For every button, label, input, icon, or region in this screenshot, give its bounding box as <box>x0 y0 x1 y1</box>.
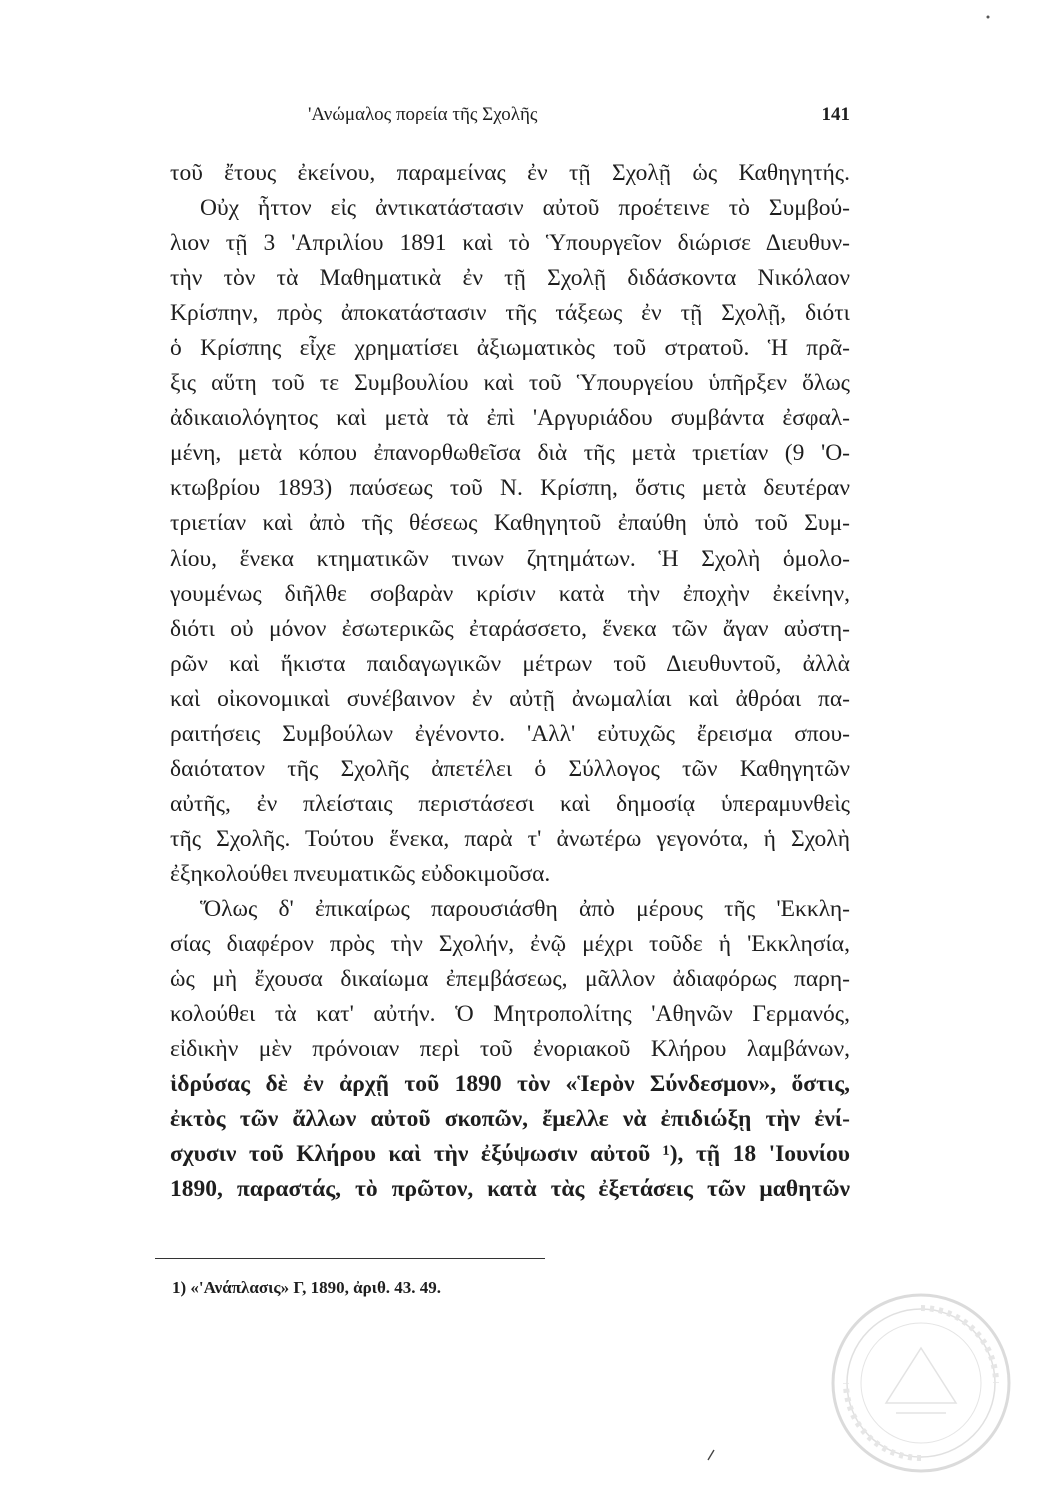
page-number: 141 <box>821 104 850 125</box>
text-line: λίου, ἕνεκα κτηματικῶν τινων ζητημάτων. Ἡ Σχολὴ ὁμολο- <box>170 545 850 572</box>
text-line: καὶ οἰκονομικαὶ συνέβαινον ἐν αὐτῇ ἀνωμαλίαι καὶ ἀθρόαι πα- <box>170 685 850 712</box>
text-line: 1890, παραστάς, τὸ πρῶτον, κατὰ τὰς ἐξετάσεις τῶν μαθητῶν <box>170 1176 850 1203</box>
footnote-divider <box>155 1258 545 1259</box>
text-line: κτωβρίου 1893) παύσεως τοῦ Ν. Κρίσπη, ὅστις μετὰ δευτέραν <box>170 475 850 502</box>
text-line: ἱδρύσας δὲ ἐν ἀρχῇ τοῦ 1890 τὸν «Ἱερὸν Σύνδεσμον», ὅστις, <box>170 1071 850 1098</box>
footnote: 1) «'Ανάπλασις» Γ, 1890, ἀριθ. 43. 49. <box>172 1278 442 1297</box>
university-seal-stamp-icon <box>826 1288 1016 1478</box>
text-line: ραιτήσεις Συμβούλων ἐγένοντο. 'Αλλ' εὐτυχῶς ἔρεισμα σπου- <box>170 720 850 747</box>
text-line: Ὅλως δ' ἐπικαίρως παρουσιάσθη ἀπὸ μέρους τῆς 'Εκκλη- <box>200 895 850 922</box>
text-line: Κρίσπην, πρὸς ἀποκατάστασιν τῆς τάξεως ἐν τῇ Σχολῇ, διότι <box>170 300 850 327</box>
text-line: τὴν τὸν τὰ Μαθηματικὰ ἐν τῇ Σχολῇ διδάσκοντα Νικόλαον <box>170 265 850 292</box>
text-line: τοῦ ἔτους ἐκείνου, παραμείνας ἐν τῇ Σχολῇ ὡς Καθηγητής. <box>170 160 850 186</box>
scan-speck <box>985 14 991 20</box>
text-line: δαιότατον τῆς Σχολῆς ἀπετέλει ὁ Σύλλογος τῶν Καθηγητῶν <box>170 755 850 782</box>
body-text <box>170 156 850 1207</box>
text-line: σχυσιν τοῦ Κλήρου καὶ τὴν ἐξύψωσιν αὐτοῦ ¹), τῇ 18 'Ιουνίου <box>170 1141 850 1168</box>
text-line: γουμένως διῆλθε σοβαρὰν κρίσιν κατὰ τὴν ἐποχὴν ἐκείνην, <box>170 580 850 607</box>
text-line: τριετίαν καὶ ἀπὸ τῆς θέσεως Καθηγητοῦ ἐπαύθη ὑπὸ τοῦ Συμ- <box>170 510 850 537</box>
text-line: διότι οὐ μόνον ἐσωτερικῶς ἐταράσσετο, ἕνεκα τῶν ἄγαν αὐστη- <box>170 615 850 642</box>
page-header <box>170 104 850 138</box>
text-line: σίας διαφέρον πρὸς τὴν Σχολήν, ἐνῷ μέχρι τοῦδε ἡ 'Εκκλησία, <box>170 931 850 958</box>
text-line: ὁ Κρίσπης εἶχε χρηματίσει ἀξιωματικὸς τοῦ στρατοῦ. Ἡ πρᾶ- <box>170 335 850 362</box>
text-line: Οὐχ ἧττον εἰς ἀντικατάστασιν αὐτοῦ προέτεινε τὸ Συμβού- <box>200 195 850 222</box>
text-line: ἐκτὸς τῶν ἄλλων αὐτοῦ σκοπῶν, ἔμελλε νὰ ἐπιδιώξῃ τὴν ἐνί- <box>170 1106 850 1133</box>
text-line: αὐτῆς, ἐν πλείσταις περιστάσεσι καὶ δημοσίᾳ ὑπεραμυνθεὶς <box>170 790 850 817</box>
text-line: ξις αὕτη τοῦ τε Συμβουλίου καὶ τοῦ Ὑπουργείου ὑπῆρξεν ὅλως <box>170 370 850 397</box>
text-line: εἰδικὴν μὲν πρόνοιαν περὶ τοῦ ἐνοριακοῦ Κλήρου λαμβάνων, <box>170 1036 850 1063</box>
text-line: ἀδικαιολόγητος καὶ μετὰ τὰ ἐπὶ 'Αργυριάδου συμβάντα ἐσφαλ- <box>170 405 850 432</box>
scan-mark <box>705 1448 717 1462</box>
text-line: κολούθει τὰ κατ' αὐτήν. Ὁ Μητροπολίτης 'Αθηνῶν Γερμανός, <box>170 1001 850 1028</box>
text-line: μένη, μετὰ κόπου ἐπανορθωθεῖσα διὰ τῆς μετὰ τριετίαν (9 'Ο- <box>170 440 850 467</box>
text-line: λιον τῇ 3 'Απριλίου 1891 καὶ τὸ Ὑπουργεῖον διώρισε Διευθυν- <box>170 230 850 257</box>
text-line: ἐξηκολούθει πνευματικῶς εὐδοκιμοῦσα. <box>170 860 551 887</box>
text-line: τῆς Σχολῆς. Τούτου ἕνεκα, παρὰ τ' ἀνωτέρω γεγονότα, ἡ Σχολὴ <box>170 825 850 852</box>
text-line: ὡς μὴ ἔχουσα δικαίωμα ἐπεμβάσεως, μᾶλλον ἀδιαφόρως παρη- <box>170 966 850 993</box>
running-title: 'Ανώμαλος πορεία τῆς Σχολῆς <box>308 104 538 125</box>
text-line: ρῶν καὶ ἥκιστα παιδαγωγικῶν μέτρων τοῦ Διευθυντοῦ, ἀλλὰ <box>170 650 850 677</box>
